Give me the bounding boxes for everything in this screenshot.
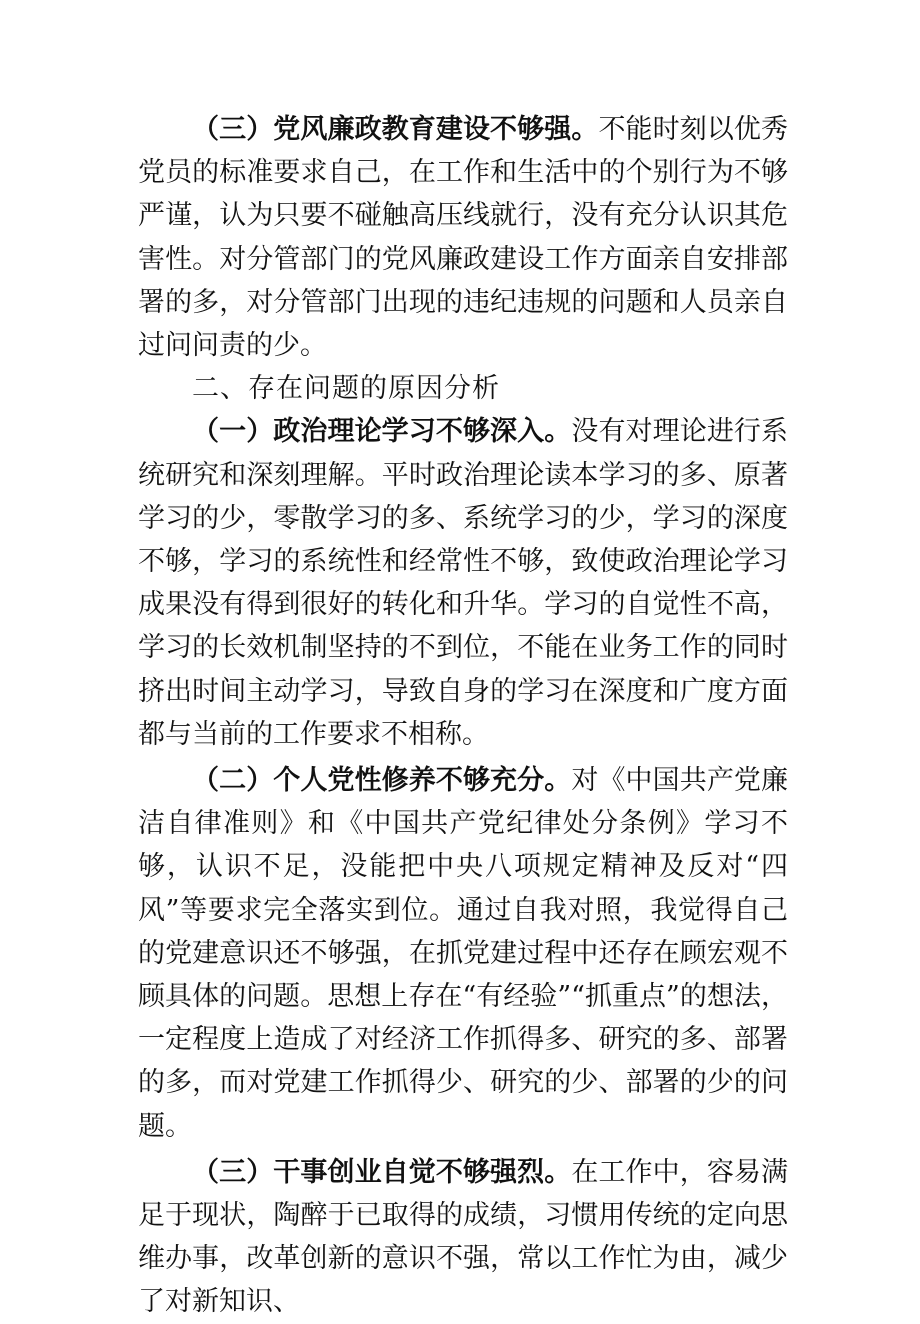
paragraph-text: 对《中国共产党廉洁自律准则》和《中国共产党纪律处分条例》学习不够，认识不足，没能把中央八项规定精神及反对“四风”等要求完全落实到位。通过自我对照，我觉得自己的党建意识还不够强，在抓党建过程中还存在顾宏观不顾具体的问题。思想上存在“有经验”“抓重点”的想法，一定程度上造成了对经济工作抓得多、研究的多、部署的多，而对党建工作抓得少、研究的少、部署的少的问题。 [138, 765, 789, 1142]
paragraph-lead-heading: （三）党风廉政教育建设不够强。 [192, 114, 599, 145]
section-heading-text: 二、存在问题的原因分析 [192, 373, 500, 405]
paragraph-party-spirit [138, 759, 788, 1148]
paragraph-party-conduct-education [138, 108, 788, 367]
paragraph-lead-heading: （三）干事创业自觉不够强烈。 [192, 1156, 572, 1188]
paragraph-lead-heading: （二）个人党性修养不够充分。 [192, 765, 572, 797]
paragraph-political-theory [138, 410, 788, 756]
section-heading-cause-analysis [138, 367, 788, 410]
paragraph-lead-heading: （一）政治理论学习不够深入。 [192, 416, 572, 448]
document-body [138, 108, 788, 1324]
paragraph-text: 不能时刻以优秀党员的标准要求自己，在工作和生活中的个别行为不够严谨，认为只要不碰触高压线就行，没有充分认识其危害性。对分管部门的党风廉政建设工作方面亲自安排部署的多，对分管部门出现的违纪违规的问题和人员亲自过问问责的少。 [138, 114, 789, 362]
paragraph-text: 没有对理论进行系统研究和深刻理解。平时政治理论读本学习的多、原著学习的少，零散学习的多、系统学习的少，学习的深度不够，学习的系统性和经常性不够，致使政治理论学习成果没有得到很好的转化和升华。学习的自觉性不高，学习的长效机制坚持的不到位，不能在业务工作的同时挤出时间主动学习，导致自身的学习在深度和广度方面都与当前的工作要求不相称。 [138, 416, 789, 750]
paragraph-text: 在工作中，容易满足于现状，陶醉于已取得的成绩，习惯用传统的定向思维办事，改革创新的意识不强，常以工作忙为由，减少了对新知识、 [138, 1156, 789, 1318]
paragraph-entrepreneurship [138, 1151, 788, 1324]
